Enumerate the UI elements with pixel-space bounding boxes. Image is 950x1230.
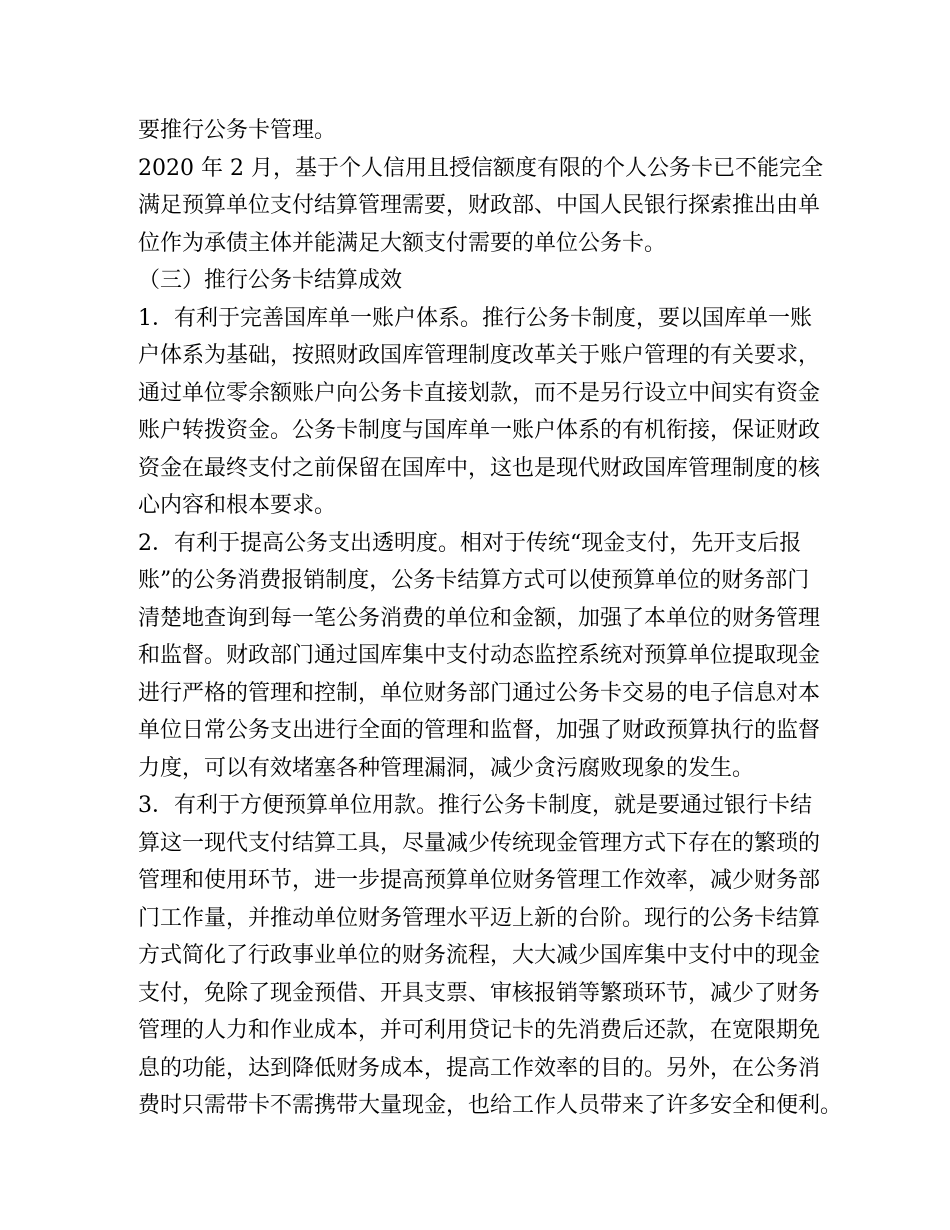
text-line: 方式简化了行政事业单位的财务流程，大大减少国库集中支付中的现金 bbox=[138, 943, 821, 968]
text-line: 算这一现代支付结算工具，尽量减少传统现金管理方式下存在的繁琐的 bbox=[138, 830, 821, 856]
text-line: 资金在最终支付之前保留在国库中，这也是现代财政国库管理制度的核 bbox=[138, 455, 821, 481]
text-line: 支付，免除了现金预借、开具支票、审核报销等繁琐环节，减少了财务 bbox=[138, 980, 821, 1006]
text-line: 单位日常公务支出进行全面的管理和监督，加强了财政预算执行的监督 bbox=[138, 718, 821, 743]
text-line: 心内容和根本要求。 bbox=[138, 493, 337, 518]
text-line: 2020 年 2 月，基于个人信用且授信额度有限的个人公务卡已不能完全 bbox=[138, 155, 823, 181]
text-line: 要推行公务卡管理。 bbox=[138, 118, 337, 143]
text-line: 位作为承债主体并能满足大额支付需要的单位公务卡。 bbox=[138, 230, 667, 256]
text-line: 账户转拨资金。公务卡制度与国库单一账户体系的有机衔接，保证财政 bbox=[138, 418, 821, 443]
text-line: 息的功能，达到降低财务成本，提高工作效率的目的。另外，在公务消 bbox=[138, 1055, 821, 1081]
text-line: 力度，可以有效堵塞各种管理漏洞，减少贪污腐败现象的发生。 bbox=[138, 755, 755, 781]
text-line: 3．有利于方便预算单位用款。推行公务卡制度，就是要通过银行卡结 bbox=[138, 793, 812, 818]
text-line: 管理和使用环节，进一步提高预算单位财务管理工作效率，减少财务部 bbox=[138, 868, 821, 893]
text-line: 管理的人力和作业成本，并可利用贷记卡的先消费后还款，在宽限期免 bbox=[138, 1018, 821, 1043]
text-line: 费时只需带卡不需携带大量现金，也给工作人员带来了许多安全和便利。 bbox=[138, 1093, 843, 1118]
text-line: 账”的公务消费报销制度，公务卡结算方式可以使预算单位的财务部门 bbox=[138, 568, 810, 593]
text-line: 满足预算单位支付结算管理需要，财政部、中国人民银行探索推出由单 bbox=[138, 193, 821, 218]
document-body bbox=[138, 112, 843, 1125]
text-line: 进行严格的管理和控制，单位财务部门通过公务卡交易的电子信息对本 bbox=[138, 680, 821, 706]
text-line: 户体系为基础，按照财政国库管理制度改革关于账户管理的有关要求， bbox=[138, 343, 821, 368]
text-line: 门工作量，并推动单位财务管理水平迈上新的台阶。现行的公务卡结算 bbox=[138, 905, 821, 931]
text-line: 2．有利于提高公务支出透明度。相对于传统“现金支付，先开支后报 bbox=[138, 530, 802, 556]
text-line: 1．有利于完善国库单一账户体系。推行公务卡制度，要以国库单一账 bbox=[138, 305, 812, 331]
text-line: 清楚地查询到每一笔公务消费的单位和金额，加强了本单位的财务管理 bbox=[138, 605, 821, 631]
text-line: 通过单位零余额账户向公务卡直接划款，而不是另行设立中间实有资金 bbox=[138, 380, 821, 406]
text-line: 和监督。财政部门通过国库集中支付动态监控系统对预算单位提取现金 bbox=[138, 643, 821, 668]
section-heading: （三）推行公务卡结算成效 bbox=[138, 268, 403, 293]
